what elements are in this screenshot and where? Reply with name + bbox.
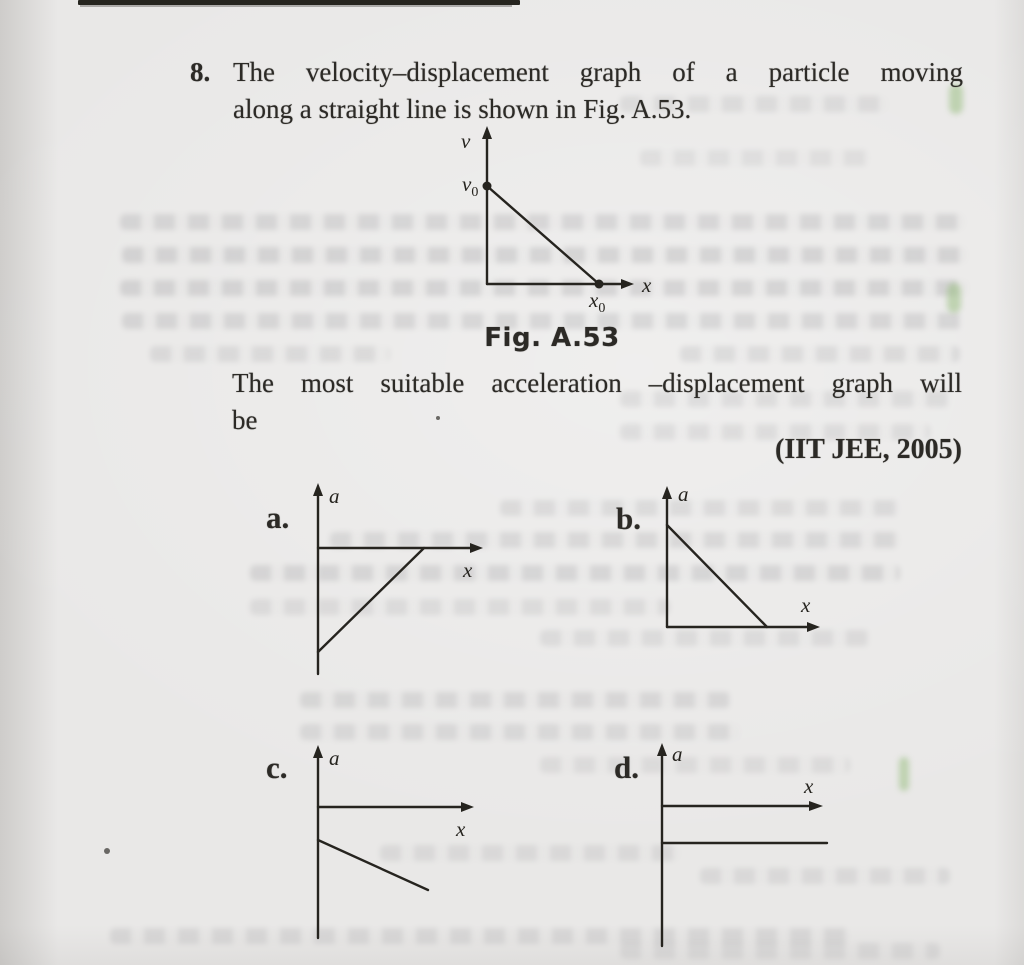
bleed-through-row	[300, 724, 740, 740]
figure-a53-vx-graph	[437, 124, 667, 324]
bleed-through-row	[300, 692, 730, 708]
option-b-label: b.	[616, 501, 641, 536]
v0-label: $v_0$	[462, 172, 479, 200]
x-axis-arrow-icon	[807, 622, 820, 632]
a-axis-arrow-icon	[662, 486, 672, 499]
green-mark	[899, 757, 909, 791]
vx-line	[487, 186, 599, 284]
option-c-graph	[301, 742, 486, 942]
ax-line	[318, 548, 424, 652]
x-axis-label: x	[463, 558, 473, 582]
problem-number: 8.	[190, 57, 211, 87]
bleed-through-row	[150, 346, 390, 362]
a-axis-arrow-icon	[313, 483, 323, 496]
v-axis-arrow-icon	[482, 126, 492, 139]
a-axis-arrow-icon	[313, 745, 323, 758]
problem-8	[190, 54, 966, 128]
a-axis-label: a	[329, 746, 340, 770]
figure-caption: Fig. A.53	[484, 323, 620, 353]
x-axis-arrow-icon	[461, 802, 474, 812]
problem-statement	[233, 54, 966, 128]
a-axis-label: a	[672, 742, 683, 766]
ax-line	[667, 525, 767, 627]
problem-line-1: The velocity–displacement graph of a particle moving	[233, 57, 963, 87]
option-a-label: a.	[266, 500, 290, 535]
x-axis-arrow-icon	[621, 279, 634, 289]
question-line-2: be	[232, 405, 258, 435]
green-mark	[947, 283, 961, 313]
a-axis-arrow-icon	[657, 743, 667, 756]
scan-top-rule-shadow	[80, 5, 512, 7]
ink-speck	[104, 848, 110, 854]
x-axis-label: x	[801, 593, 811, 617]
a-axis-label: a	[329, 484, 340, 508]
question-source: (IIT JEE, 2005)	[775, 434, 962, 465]
bleed-through-row	[680, 346, 960, 362]
bleed-through-row	[640, 150, 870, 166]
question-line-1: The most suitable acceleration –displacement graph will	[232, 368, 962, 398]
x0-label: $x_0$	[589, 288, 606, 316]
x-axis-arrow-icon	[470, 543, 483, 553]
option-d-graph	[647, 740, 837, 955]
x-axis-label: x	[456, 817, 466, 841]
question	[232, 365, 965, 439]
x-axis-arrow-icon	[809, 801, 823, 811]
option-c-label: c.	[266, 750, 288, 785]
v0-point	[483, 182, 492, 191]
x-axis-label: x	[804, 774, 814, 798]
x-axis-label: x	[642, 273, 652, 297]
a-axis-label: a	[678, 483, 689, 506]
option-b-graph	[649, 483, 834, 643]
problem-line-2: along a straight line is shown in Fig. A.53.	[233, 94, 692, 124]
v-axis-label: v	[461, 129, 471, 153]
option-d-label: d.	[614, 750, 639, 785]
option-a-graph	[296, 480, 496, 678]
ax-line	[318, 840, 428, 890]
